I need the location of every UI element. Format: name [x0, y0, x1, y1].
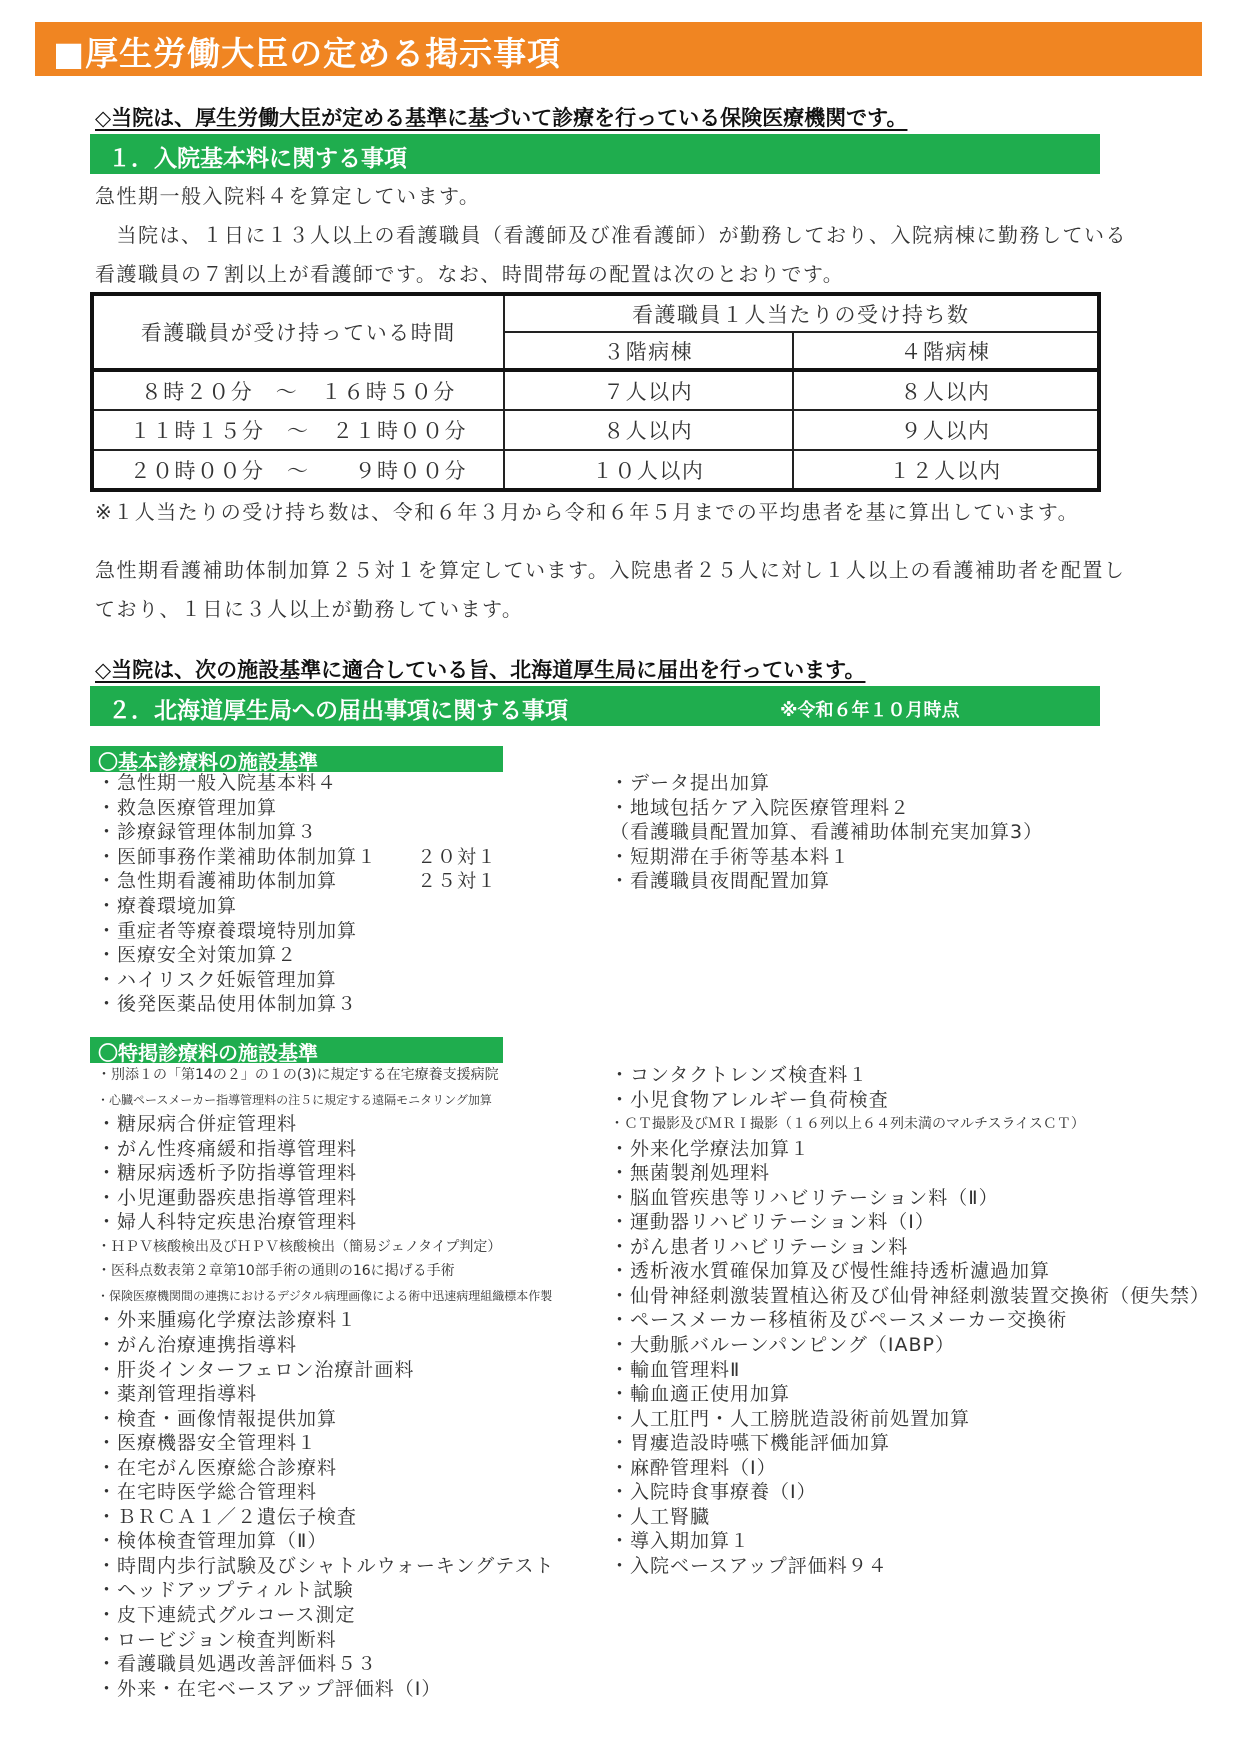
list-item: ・仙骨神経刺激装置植込術及び仙骨神経刺激装置交換術（便失禁） [610, 1284, 1211, 1307]
notice-facility: ◇当院は、次の施設基準に適合している旨、北海道厚生局に届出を行っています。 [95, 658, 866, 682]
list-item: ・人工腎臓 [610, 1505, 711, 1528]
list-item: ・看護職員夜間配置加算 [610, 870, 831, 893]
basic-list-right [610, 771, 1043, 894]
page-banner [35, 22, 1202, 76]
section1-p2b: 看護職員の７割以上が看護師です。なお、時間帯毎の配置は次のとおりです。 [95, 262, 845, 286]
list-item: ・ロービジョン検査判断料 [97, 1628, 337, 1651]
section1-p3b: ており、１日に３人以上が勤務しています。 [95, 597, 524, 621]
list-item: ・時間内歩行試験及びシャトルウォーキングテスト [97, 1554, 555, 1577]
table-row [92, 410, 1099, 450]
list-item: ・肝炎インターフェロン治療計画料 [97, 1358, 415, 1381]
list-item: ・医師事務作業補助体制加算１ ２０対１ [97, 845, 498, 868]
list-item: ・外来腫瘍化学療法診療料１ [97, 1309, 358, 1332]
list-item: ・導入期加算１ [610, 1530, 751, 1553]
list-item: ・がん性疼痛緩和指導管理料 [97, 1137, 358, 1160]
list-item: ・救急医療管理加算 [97, 796, 278, 819]
list-item: ・療養環境加算 [97, 894, 238, 917]
list-item: ・重症者等療養環境特別加算 [97, 919, 358, 942]
list-item: ・ハイリスク妊娠管理加算 [97, 968, 337, 991]
list-item: ・糖尿病透析予防指導管理料 [97, 1162, 358, 1185]
table-row [92, 450, 1099, 490]
list-item: ・透析液水質確保加算及び慢性維持透析濾過加算 [610, 1260, 1051, 1283]
basic-header [90, 746, 503, 772]
list-item: ・在宅がん医療総合診療料 [97, 1456, 338, 1479]
section1-header [90, 134, 1100, 174]
row-ward4: ９人以内 [793, 410, 1099, 450]
list-item: ・運動器リハビリテーション料（Ⅰ） [610, 1211, 935, 1234]
section2-header [90, 686, 1100, 726]
list-item: ・脳血管疾患等リハビリテーション料（Ⅱ） [610, 1186, 999, 1209]
list-item: ・麻酔管理料（Ⅰ） [610, 1456, 777, 1479]
basic-title: 〇基本診療料の施設基準 [98, 750, 318, 774]
list-item: ・ＢＲＣＡ１／２遺伝子検査 [97, 1505, 358, 1528]
list-item: ・輸血管理料Ⅱ [610, 1358, 741, 1381]
list-item: ・婦人科特定疾患治療管理料 [97, 1211, 358, 1234]
list-item: ・地域包括ケア入院医療管理料２ [610, 796, 911, 819]
list-item: ・心臓ペースメーカー指導管理料の注５に規定する遠隔モニタリング加算 [97, 1092, 492, 1107]
list-item: ・ヘッドアップティルト試験 [97, 1579, 354, 1602]
list-item: ・小児食物アレルギー負荷検査 [610, 1088, 889, 1111]
list-item: ・ＨＰＶ核酸検出及びＨＰＶ核酸検出（簡易ジェノタイプ判定） [97, 1238, 502, 1255]
list-item: ・大動脈バルーンパンピング（IABP） [610, 1334, 956, 1357]
list-item: ・薬剤管理指導料 [97, 1383, 258, 1406]
list-item: ・がん患者リハビリテーション料 [610, 1235, 909, 1258]
list-item: ・がん治療連携指導料 [97, 1334, 298, 1357]
list-item: ・短期滞在手術等基本料１ [610, 845, 851, 868]
list-item: ・入院ベースアップ評価料９４ [610, 1554, 888, 1577]
list-item: ・検査・画像情報提供加算 [97, 1407, 338, 1430]
table-row [92, 370, 1099, 410]
notice-insurance: ◇当院は、厚生労働大臣が定める基準に基づいて診療を行っている保険医療機関です。 [95, 106, 908, 130]
section1-p1: 急性期一般入院料４を算定しています。 [95, 184, 481, 208]
list-item: ・入院時食事療養（Ⅰ） [610, 1481, 817, 1504]
row-ward4: ８人以内 [793, 370, 1099, 410]
row-ward3: ８人以内 [504, 410, 793, 450]
section1-p3a: 急性期看護補助体制加算２５対１を算定しています。入院患者２５人に対し１人以上の看護補助者を配置し [95, 558, 1126, 582]
list-item: ・糖尿病合併症管理料 [97, 1113, 298, 1136]
row-time: ８時２０分 ～ １６時５０分 [92, 370, 504, 410]
page-title: ■厚生労働大臣の定める掲示事項 [53, 34, 562, 73]
list-item: ・外来化学療法加算１ [610, 1137, 811, 1160]
section2-date: ※令和６年１０月時点 [780, 700, 960, 721]
list-item: ・医科点数表第２章第10部手術の通則の16に掲げる手術 [97, 1263, 455, 1280]
list-item: ・輸血適正使用加算 [610, 1383, 791, 1406]
section2-title: ２．北海道厚生局への届出事項に関する事項 [108, 698, 568, 724]
list-item: ・医療機器安全管理料１ [97, 1432, 318, 1455]
row-ward4: １２人以内 [793, 450, 1099, 490]
list-item: ・後発医薬品使用体制加算３ [97, 993, 358, 1016]
list-item: ・医療安全対策加算２ [97, 944, 298, 967]
list-item: ・急性期看護補助体制加算 ２５対１ [97, 870, 498, 893]
list-item: ・小児運動器疾患指導管理料 [97, 1186, 358, 1209]
table-note: ※１人当たりの受け持ち数は、令和６年３月から令和６年５月までの平均患者を基に算出しています。 [95, 500, 1080, 524]
col-time-header: 看護職員が受け持っている時間 [92, 294, 504, 370]
list-item: ・ＣＴ撮影及びＭＲＩ撮影（１６列以上６４列未満のマルチスライスＣＴ） [610, 1116, 1085, 1133]
list-item: ・コンタクトレンズ検査料１ [610, 1064, 869, 1086]
staffing-table [90, 292, 1101, 492]
list-item: ・ペースメーカー移植術及びペースメーカー交換術 [610, 1309, 1068, 1332]
special-header [90, 1037, 503, 1063]
row-time: ２０時００分 ～ ９時００分 [92, 450, 504, 490]
list-item: ・保険医療機関間の連携におけるデジタル病理画像による術中迅速病理組織標本作製 [97, 1288, 553, 1303]
list-item: ・胃瘻造設時嚥下機能評価加算 [610, 1432, 891, 1455]
col-group-header: 看護職員１人当たりの受け持ち数 [504, 294, 1099, 332]
section1-title: １．入院基本料に関する事項 [108, 146, 407, 172]
list-item: ・診療録管理体制加算３ [97, 821, 318, 844]
list-item: ・外来・在宅ベースアップ評価料（Ⅰ） [97, 1677, 442, 1700]
list-item: ・別添１の「第14の２」の１の(3)に規定する在宅療養支援病院 [97, 1067, 499, 1083]
row-time: １１時１５分 ～ ２１時００分 [92, 410, 504, 450]
list-item: ・人工肛門・人工膀胱造設術前処置加算 [610, 1407, 971, 1430]
list-item: ・皮下連続式グルコース測定 [97, 1604, 356, 1627]
row-ward3: ７人以内 [504, 370, 793, 410]
basic-list-left [97, 771, 497, 1017]
list-item: （看護職員配置加算、看護補助体制充実加算3） [610, 821, 1044, 844]
special-list-left [97, 1063, 555, 1701]
list-item: ・急性期一般入院基本料４ [97, 772, 338, 794]
row-ward3: １０人以内 [504, 450, 793, 490]
section1-p2a: 当院は、１日に１３人以上の看護職員（看護師及び准看護師）が勤務しており、入院病棟に勤務している [95, 223, 1127, 247]
list-item: ・看護職員処遇改善評価料５３ [97, 1653, 378, 1676]
col-ward4-header: ４階病棟 [793, 332, 1099, 370]
list-item: ・無菌製剤処理料 [610, 1162, 771, 1185]
list-item: ・在宅時医学総合管理料 [97, 1481, 318, 1504]
list-item: ・検体検査管理加算（Ⅱ） [97, 1530, 328, 1553]
special-list-right [610, 1063, 1210, 1578]
special-title: 〇特掲診療料の施設基準 [98, 1041, 318, 1065]
list-item: ・データ提出加算 [610, 772, 771, 794]
col-ward3-header: ３階病棟 [504, 332, 793, 370]
